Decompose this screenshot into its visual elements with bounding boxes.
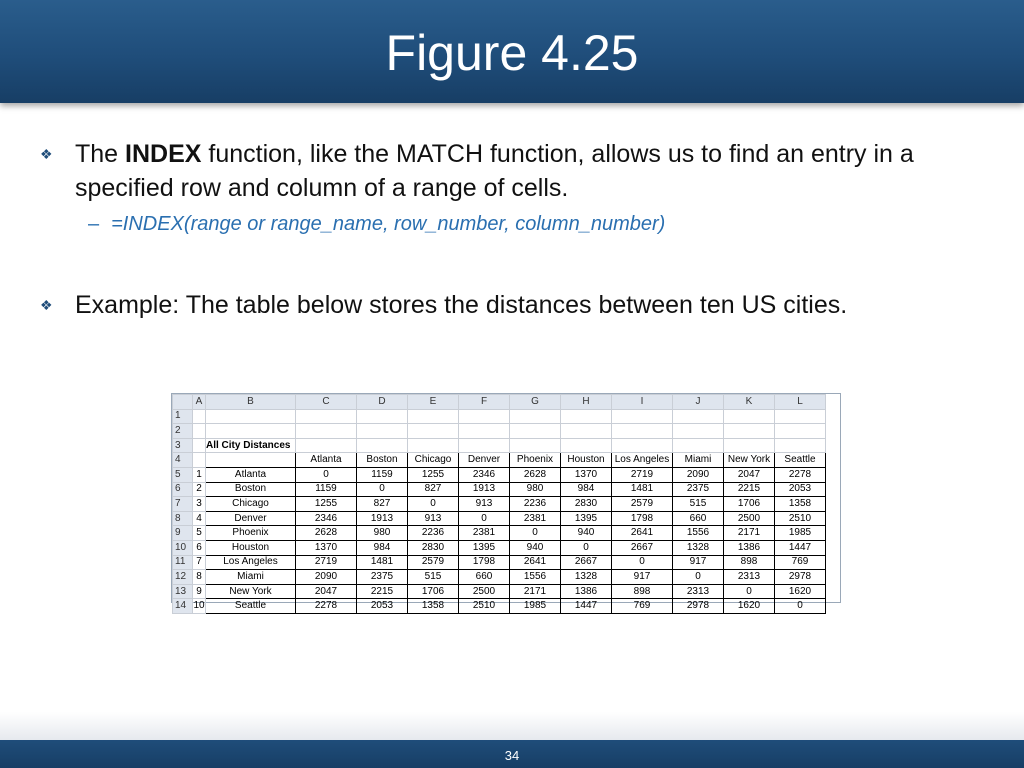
city-column-header[interactable]: Miami <box>673 453 724 468</box>
distance-cell[interactable]: 2667 <box>612 540 673 555</box>
cell[interactable] <box>775 438 826 453</box>
distance-cell[interactable]: 1913 <box>357 511 408 526</box>
cell[interactable] <box>673 438 724 453</box>
distance-cell[interactable]: 2667 <box>561 555 612 570</box>
distance-cell[interactable]: 917 <box>612 570 673 585</box>
distance-cell[interactable]: 2579 <box>408 555 459 570</box>
distance-cell[interactable]: 1386 <box>724 540 775 555</box>
distance-cell[interactable]: 0 <box>408 497 459 512</box>
distance-cell[interactable]: 2579 <box>612 497 673 512</box>
city-row-header[interactable]: Atlanta <box>206 467 296 482</box>
distance-cell[interactable]: 2313 <box>673 584 724 599</box>
distance-cell[interactable]: 2719 <box>612 467 673 482</box>
distance-cell[interactable]: 1985 <box>510 599 561 614</box>
distance-cell[interactable]: 2830 <box>408 540 459 555</box>
spreadsheet-figure <box>171 393 841 612</box>
distance-cell[interactable]: 0 <box>673 570 724 585</box>
distance-cell[interactable]: 2236 <box>510 497 561 512</box>
distance-cell[interactable]: 2053 <box>357 599 408 614</box>
distance-cell[interactable]: 2215 <box>724 482 775 497</box>
table-row <box>173 438 826 453</box>
cell[interactable] <box>612 438 673 453</box>
table-title[interactable]: All City Distances <box>206 438 296 453</box>
cell[interactable] <box>561 438 612 453</box>
distance-cell[interactable]: 1447 <box>561 599 612 614</box>
city-column-header[interactable]: Denver <box>459 453 510 468</box>
cell[interactable] <box>561 409 612 424</box>
distance-cell[interactable]: 940 <box>510 540 561 555</box>
distance-cell[interactable]: 2375 <box>357 570 408 585</box>
row-number[interactable]: 3 <box>173 438 193 453</box>
cell[interactable] <box>408 409 459 424</box>
cell[interactable] <box>193 438 206 453</box>
table-row <box>173 467 826 482</box>
table-row <box>173 511 826 526</box>
city-column-header[interactable]: Seattle <box>775 453 826 468</box>
row-number[interactable]: 7 <box>173 497 193 512</box>
distance-cell[interactable]: 0 <box>357 482 408 497</box>
cell[interactable] <box>724 424 775 439</box>
column-header[interactable]: E <box>408 395 459 410</box>
city-row-header[interactable]: Denver <box>206 511 296 526</box>
cell[interactable] <box>193 453 206 468</box>
distance-cell[interactable]: 1370 <box>296 540 357 555</box>
distance-cell[interactable]: 898 <box>724 555 775 570</box>
row-number[interactable]: 14 <box>173 599 193 614</box>
distance-cell[interactable]: 1328 <box>561 570 612 585</box>
cell[interactable] <box>193 409 206 424</box>
city-row-header[interactable]: Houston <box>206 540 296 555</box>
cell[interactable] <box>296 438 357 453</box>
index-label[interactable]: 10 <box>193 599 206 614</box>
footer-shade <box>0 712 1024 740</box>
distance-cell[interactable]: 1159 <box>296 482 357 497</box>
city-row-header[interactable]: Phoenix <box>206 526 296 541</box>
index-label[interactable]: 8 <box>193 570 206 585</box>
distance-cell[interactable]: 2628 <box>296 526 357 541</box>
cell[interactable] <box>408 438 459 453</box>
table-row <box>173 424 826 439</box>
index-label[interactable]: 9 <box>193 584 206 599</box>
distance-cell[interactable]: 827 <box>357 497 408 512</box>
distance-cell[interactable]: 2978 <box>673 599 724 614</box>
cell[interactable] <box>296 424 357 439</box>
distance-cell[interactable]: 515 <box>408 570 459 585</box>
bullet-text: Example: The table below stores the distances between ten US cities. <box>75 291 848 319</box>
cell[interactable] <box>206 409 296 424</box>
distance-cell[interactable]: 769 <box>775 555 826 570</box>
column-header[interactable]: F <box>459 395 510 410</box>
distance-cell[interactable]: 1706 <box>408 584 459 599</box>
distance-cell[interactable]: 1159 <box>357 467 408 482</box>
distance-cell[interactable]: 2500 <box>459 584 510 599</box>
column-header[interactable]: B <box>206 395 296 410</box>
distance-cell[interactable]: 2047 <box>296 584 357 599</box>
distance-cell[interactable]: 2053 <box>775 482 826 497</box>
distance-cell[interactable]: 1556 <box>510 570 561 585</box>
column-header[interactable]: L <box>775 395 826 410</box>
distance-cell[interactable]: 1620 <box>775 584 826 599</box>
row-number[interactable]: 6 <box>173 482 193 497</box>
cell[interactable] <box>193 424 206 439</box>
row-number[interactable]: 9 <box>173 526 193 541</box>
column-header[interactable]: C <box>296 395 357 410</box>
distance-cell[interactable]: 984 <box>561 482 612 497</box>
distance-cell[interactable]: 1556 <box>673 526 724 541</box>
distance-cell[interactable]: 0 <box>459 511 510 526</box>
cell[interactable] <box>510 409 561 424</box>
cell[interactable] <box>357 438 408 453</box>
row-number[interactable]: 5 <box>173 467 193 482</box>
table-row <box>173 584 826 599</box>
bullet-index-description <box>40 137 985 205</box>
distance-cell[interactable]: 2278 <box>296 599 357 614</box>
distance-cell[interactable]: 1798 <box>612 511 673 526</box>
distance-table <box>172 394 826 614</box>
row-number[interactable]: 4 <box>173 453 193 468</box>
distance-cell[interactable]: 0 <box>612 555 673 570</box>
cell[interactable] <box>206 424 296 439</box>
row-number[interactable]: 1 <box>173 409 193 424</box>
bullet-example <box>40 288 985 322</box>
city-row-header[interactable]: Chicago <box>206 497 296 512</box>
distance-cell[interactable]: 980 <box>510 482 561 497</box>
distance-cell[interactable]: 2171 <box>724 526 775 541</box>
city-column-header[interactable]: Atlanta <box>296 453 357 468</box>
cell[interactable] <box>206 453 296 468</box>
index-label[interactable]: 5 <box>193 526 206 541</box>
column-header[interactable]: I <box>612 395 673 410</box>
cell[interactable] <box>296 409 357 424</box>
distance-cell[interactable]: 2236 <box>408 526 459 541</box>
table-row <box>173 599 826 614</box>
distance-cell[interactable]: 913 <box>408 511 459 526</box>
index-label[interactable]: 1 <box>193 467 206 482</box>
row-number[interactable]: 8 <box>173 511 193 526</box>
distance-cell[interactable]: 1620 <box>724 599 775 614</box>
distance-cell[interactable]: 1913 <box>459 482 510 497</box>
column-header[interactable]: D <box>357 395 408 410</box>
cell[interactable] <box>357 409 408 424</box>
cell[interactable] <box>510 424 561 439</box>
distance-cell[interactable]: 1328 <box>673 540 724 555</box>
table-row <box>173 526 826 541</box>
cell[interactable] <box>561 424 612 439</box>
distance-cell[interactable]: 1481 <box>612 482 673 497</box>
city-column-header[interactable]: Phoenix <box>510 453 561 468</box>
distance-cell[interactable]: 769 <box>612 599 673 614</box>
city-row-header[interactable]: New York <box>206 584 296 599</box>
distance-cell[interactable]: 2978 <box>775 570 826 585</box>
distance-cell[interactable]: 0 <box>561 540 612 555</box>
cell[interactable] <box>724 438 775 453</box>
distance-cell[interactable]: 1798 <box>459 555 510 570</box>
slide-title: Figure 4.25 <box>385 25 639 81</box>
distance-cell[interactable]: 0 <box>510 526 561 541</box>
distance-cell[interactable]: 2375 <box>673 482 724 497</box>
distance-cell[interactable]: 660 <box>459 570 510 585</box>
distance-cell[interactable]: 2047 <box>724 467 775 482</box>
table-row <box>173 497 826 512</box>
index-label[interactable]: 7 <box>193 555 206 570</box>
cell[interactable] <box>612 409 673 424</box>
column-header[interactable]: G <box>510 395 561 410</box>
distance-cell[interactable]: 2719 <box>296 555 357 570</box>
distance-cell[interactable]: 2090 <box>673 467 724 482</box>
row-number[interactable]: 11 <box>173 555 193 570</box>
bullet-suffix: function, like the MATCH function, allows us to find an entry in a specified row and column of a range of cells. <box>75 140 914 202</box>
distance-cell[interactable]: 0 <box>775 599 826 614</box>
cell[interactable] <box>459 438 510 453</box>
diamond-bullet-icon: ❖ <box>40 146 53 162</box>
row-number[interactable]: 13 <box>173 584 193 599</box>
column-header[interactable]: H <box>561 395 612 410</box>
distance-cell[interactable]: 2313 <box>724 570 775 585</box>
cell[interactable] <box>724 409 775 424</box>
distance-cell[interactable]: 917 <box>673 555 724 570</box>
cell[interactable] <box>612 424 673 439</box>
distance-cell[interactable]: 2641 <box>612 526 673 541</box>
distance-cell[interactable]: 2278 <box>775 467 826 482</box>
distance-cell[interactable]: 2381 <box>459 526 510 541</box>
table-row <box>173 409 826 424</box>
distance-cell[interactable]: 1358 <box>408 599 459 614</box>
distance-cell[interactable]: 984 <box>357 540 408 555</box>
cell[interactable] <box>673 409 724 424</box>
distance-cell[interactable]: 827 <box>408 482 459 497</box>
index-label[interactable]: 4 <box>193 511 206 526</box>
distance-cell[interactable]: 1395 <box>459 540 510 555</box>
table-row <box>173 453 826 468</box>
distance-cell[interactable]: 940 <box>561 526 612 541</box>
column-header-row <box>173 395 826 410</box>
distance-cell[interactable]: 2215 <box>357 584 408 599</box>
index-label[interactable]: 3 <box>193 497 206 512</box>
distance-cell[interactable]: 1255 <box>408 467 459 482</box>
distance-cell[interactable]: 913 <box>459 497 510 512</box>
cell[interactable] <box>510 438 561 453</box>
table-row <box>173 570 826 585</box>
bullet-prefix: The <box>75 140 126 168</box>
city-row-header[interactable]: Boston <box>206 482 296 497</box>
column-header[interactable]: K <box>724 395 775 410</box>
city-column-header[interactable]: New York <box>724 453 775 468</box>
bullet-text <box>75 137 985 205</box>
distance-cell[interactable]: 1255 <box>296 497 357 512</box>
distance-cell[interactable]: 2628 <box>510 467 561 482</box>
distance-cell[interactable]: 980 <box>357 526 408 541</box>
distance-cell[interactable]: 2346 <box>296 511 357 526</box>
sub-bullet-text: =INDEX(range or range_name, row_number, column_number) <box>111 213 666 235</box>
city-column-header[interactable]: Chicago <box>408 453 459 468</box>
distance-cell[interactable]: 1386 <box>561 584 612 599</box>
distance-cell[interactable]: 2090 <box>296 570 357 585</box>
distance-cell[interactable]: 2381 <box>510 511 561 526</box>
cell[interactable] <box>673 424 724 439</box>
distance-cell[interactable]: 0 <box>296 467 357 482</box>
page-number: 34 <box>504 748 520 763</box>
sub-bullet-syntax <box>88 210 665 238</box>
distance-cell[interactable]: 1481 <box>357 555 408 570</box>
distance-cell[interactable]: 660 <box>673 511 724 526</box>
row-number[interactable]: 2 <box>173 424 193 439</box>
distance-cell[interactable]: 515 <box>673 497 724 512</box>
distance-cell[interactable]: 2830 <box>561 497 612 512</box>
table-row <box>173 540 826 555</box>
distance-cell[interactable]: 1706 <box>724 497 775 512</box>
cell[interactable] <box>408 424 459 439</box>
cell[interactable] <box>775 409 826 424</box>
column-header[interactable]: A <box>193 395 206 410</box>
index-label[interactable]: 6 <box>193 540 206 555</box>
city-row-header[interactable]: Seattle <box>206 599 296 614</box>
distance-cell[interactable]: 1395 <box>561 511 612 526</box>
table-row <box>173 555 826 570</box>
bullet-bold-keyword: INDEX <box>125 140 202 168</box>
row-number[interactable]: 10 <box>173 540 193 555</box>
index-label[interactable]: 2 <box>193 482 206 497</box>
cell[interactable] <box>357 424 408 439</box>
city-column-header[interactable]: Los Angeles <box>612 453 673 468</box>
distance-cell[interactable]: 898 <box>612 584 673 599</box>
distance-cell[interactable]: 1358 <box>775 497 826 512</box>
distance-cell[interactable]: 2346 <box>459 467 510 482</box>
cell[interactable] <box>775 424 826 439</box>
cell[interactable] <box>459 409 510 424</box>
distance-cell[interactable]: 2641 <box>510 555 561 570</box>
sub-bullet-dash: – <box>88 213 100 235</box>
distance-cell[interactable]: 2510 <box>459 599 510 614</box>
cell[interactable] <box>459 424 510 439</box>
table-row <box>173 482 826 497</box>
distance-cell[interactable]: 1985 <box>775 526 826 541</box>
row-number[interactable]: 12 <box>173 570 193 585</box>
select-all-corner-icon[interactable] <box>173 395 193 410</box>
city-row-header[interactable]: Miami <box>206 570 296 585</box>
column-header[interactable]: J <box>673 395 724 410</box>
city-row-header[interactable]: Los Angeles <box>206 555 296 570</box>
distance-cell[interactable]: 0 <box>724 584 775 599</box>
distance-cell[interactable]: 2510 <box>775 511 826 526</box>
city-column-header[interactable]: Houston <box>561 453 612 468</box>
city-column-header[interactable]: Boston <box>357 453 408 468</box>
distance-cell[interactable]: 1370 <box>561 467 612 482</box>
distance-cell[interactable]: 2500 <box>724 511 775 526</box>
diamond-bullet-icon: ❖ <box>40 297 53 313</box>
distance-cell[interactable]: 2171 <box>510 584 561 599</box>
distance-cell[interactable]: 1447 <box>775 540 826 555</box>
